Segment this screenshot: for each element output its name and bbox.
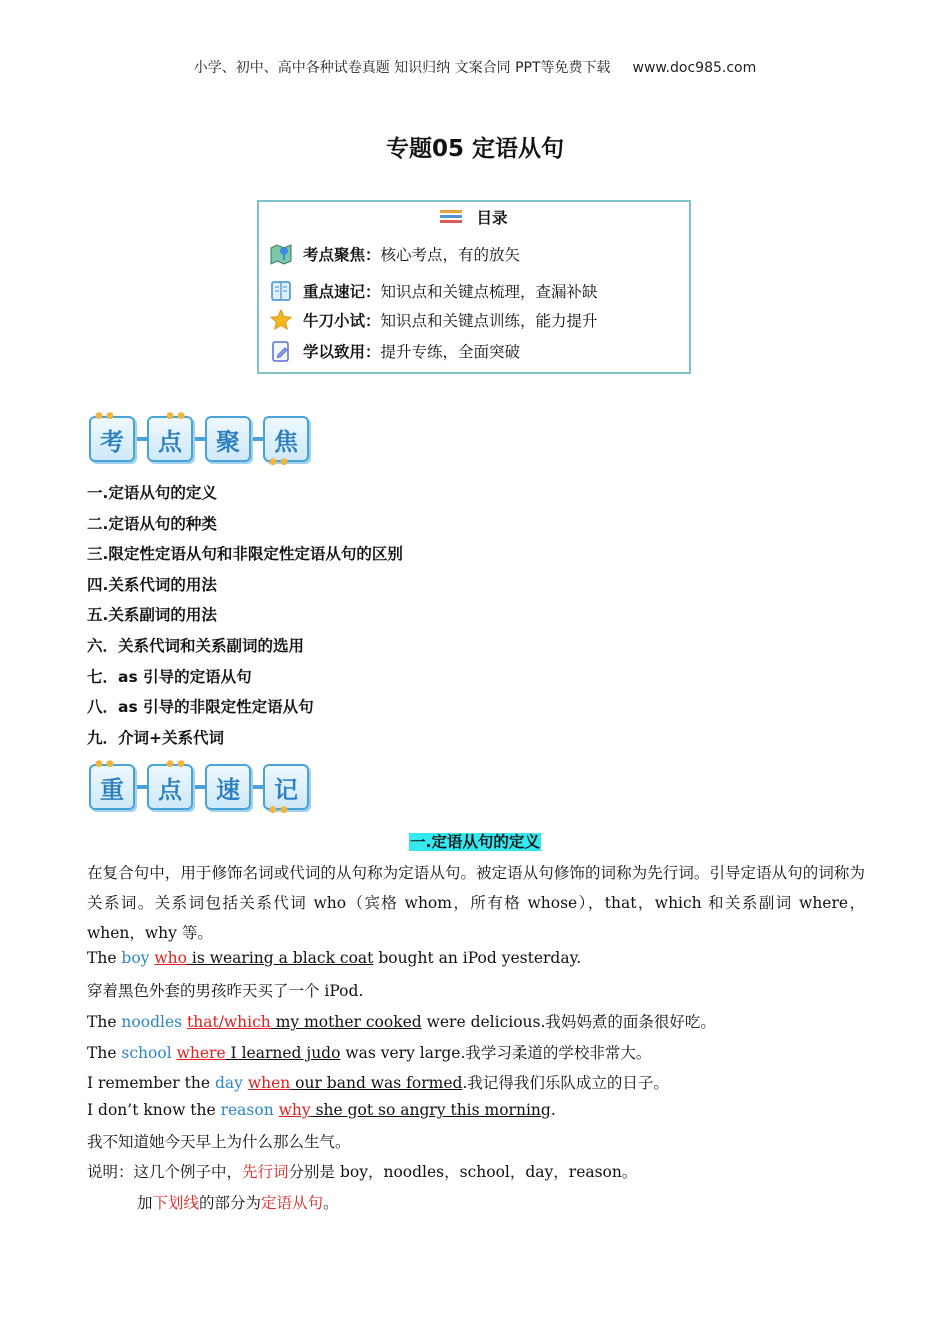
list-item[interactable]: 四.关系代词的用法 [87, 575, 217, 594]
relative-word: when [247, 1074, 291, 1092]
toc-heading-text: 目录 [476, 209, 508, 227]
banner-tile: 聚 [205, 416, 251, 462]
toc-item-label: 重点速记： [303, 283, 381, 301]
section-title: 一.定语从句的定义 [410, 833, 540, 851]
definition-paragraph: 在复合句中，用于修饰名词或代词的从句称为定语从句。被定语从句修饰的词称为先行词。引导定语从句的词称为关系词。关系词包括关系代词 who（宾格 whom，所有格 whose），that，which 和关系副词 where，when，why 等。 [87, 864, 865, 942]
example-sentence: I don’t know the reason why she got so angry this morning. [87, 1101, 556, 1119]
antecedent: day [214, 1074, 243, 1092]
list-item[interactable]: 三.限定性定语从句和非限定性定语从句的区别 [87, 545, 403, 564]
toc-item-apply[interactable] [269, 338, 520, 364]
antecedent: boy [121, 949, 150, 967]
list-item[interactable]: 九．介词+关系代词 [87, 728, 224, 747]
list-icon [440, 210, 462, 228]
list-item[interactable]: 二.定语从句的种类 [87, 514, 217, 533]
banner-tile: ● ● 点 [147, 416, 193, 462]
list-item[interactable]: 一.定语从句的定义 [87, 484, 217, 502]
clause: my mother cooked [270, 1013, 422, 1031]
star-icon [269, 308, 293, 332]
page-title: 专题05 定语从句 [385, 136, 564, 162]
list-item[interactable]: 六．关系代词和关系副词的选用 [87, 636, 305, 655]
toc-item-label: 学以致用： [303, 343, 381, 361]
list-item[interactable]: 八．as 引导的非限定性定语从句 [87, 698, 314, 717]
banner-tile: ● ● 重 [89, 764, 135, 810]
example-sentence: The boy who is wearing a black coat bought an iPod yesterday. [87, 949, 582, 967]
table-of-contents [257, 200, 691, 374]
clause: our band was formed [290, 1074, 463, 1092]
example-sentence: The noodles that/which my mother cooked were delicious.我妈妈煮的面条很好吃。 [87, 1013, 716, 1031]
toc-item-desc: 知识点和关键点梳理，查漏补缺 [380, 283, 598, 301]
banner-tile: ● ● 记 [263, 764, 309, 810]
section-banner-notes [89, 759, 309, 815]
relative-word: why [278, 1101, 311, 1119]
note-line: 加下划线的部分为定语从句。 [137, 1194, 339, 1212]
example-sentence: I remember the day when our band was formed.我记得我们乐队成立的日子。 [87, 1074, 669, 1092]
toc-item-notes[interactable] [269, 278, 598, 304]
note-line: 说明：这几个例子中，先行词分别是 boy，noodles，school，day，reason。 [87, 1163, 638, 1181]
banner-tile: ● ● 点 [147, 764, 193, 810]
page-header [0, 57, 950, 77]
antecedent: noodles [121, 1013, 183, 1031]
header-text: 小学、初中、高中各种试卷真题 知识归纳 文案合同 PPT等免费下载 [193, 60, 611, 76]
example-sentence: The school where I learned judo was very large.我学习柔道的学校非常大。 [87, 1044, 652, 1062]
clause: she got so angry this morning [310, 1101, 551, 1119]
map-pin-icon [269, 242, 293, 266]
toc-item-label: 考点聚焦： [303, 246, 381, 264]
toc-item-desc: 核心考点，有的放矢 [380, 246, 521, 264]
clause: is wearing a black coat [186, 949, 374, 967]
example-translation: 我不知道她今天早上为什么那么生气。 [87, 1133, 351, 1151]
edit-document-icon [269, 339, 293, 363]
book-icon [269, 279, 293, 303]
toc-item-focus[interactable] [269, 241, 520, 267]
banner-tile: ● ● 焦 [263, 416, 309, 462]
clause: I learned judo [225, 1044, 341, 1062]
relative-word: that/which [187, 1013, 271, 1031]
toc-item-desc: 知识点和关键点训练，能力提升 [380, 312, 598, 330]
toc-item-practice[interactable] [269, 307, 598, 333]
toc-item-label: 牛刀小试： [303, 312, 381, 330]
toc-heading [259, 206, 689, 228]
banner-tile: ● ● 考 [89, 416, 135, 462]
banner-tile: 速 [205, 764, 251, 810]
relative-word: where [176, 1044, 226, 1062]
antecedent: reason [220, 1101, 274, 1119]
example-translation: 穿着黑色外套的男孩昨天买了一个 iPod. [87, 982, 364, 1000]
header-url[interactable]: www.doc985.com [632, 60, 757, 76]
list-item[interactable]: 五.关系副词的用法 [87, 606, 217, 625]
antecedent: school [121, 1044, 172, 1062]
section-banner-focus [89, 411, 309, 467]
toc-item-desc: 提升专练，全面突破 [380, 343, 521, 361]
key-points-list [87, 482, 403, 757]
list-item[interactable]: 七．as 引导的定语从句 [87, 667, 252, 686]
relative-word: who [154, 949, 187, 967]
